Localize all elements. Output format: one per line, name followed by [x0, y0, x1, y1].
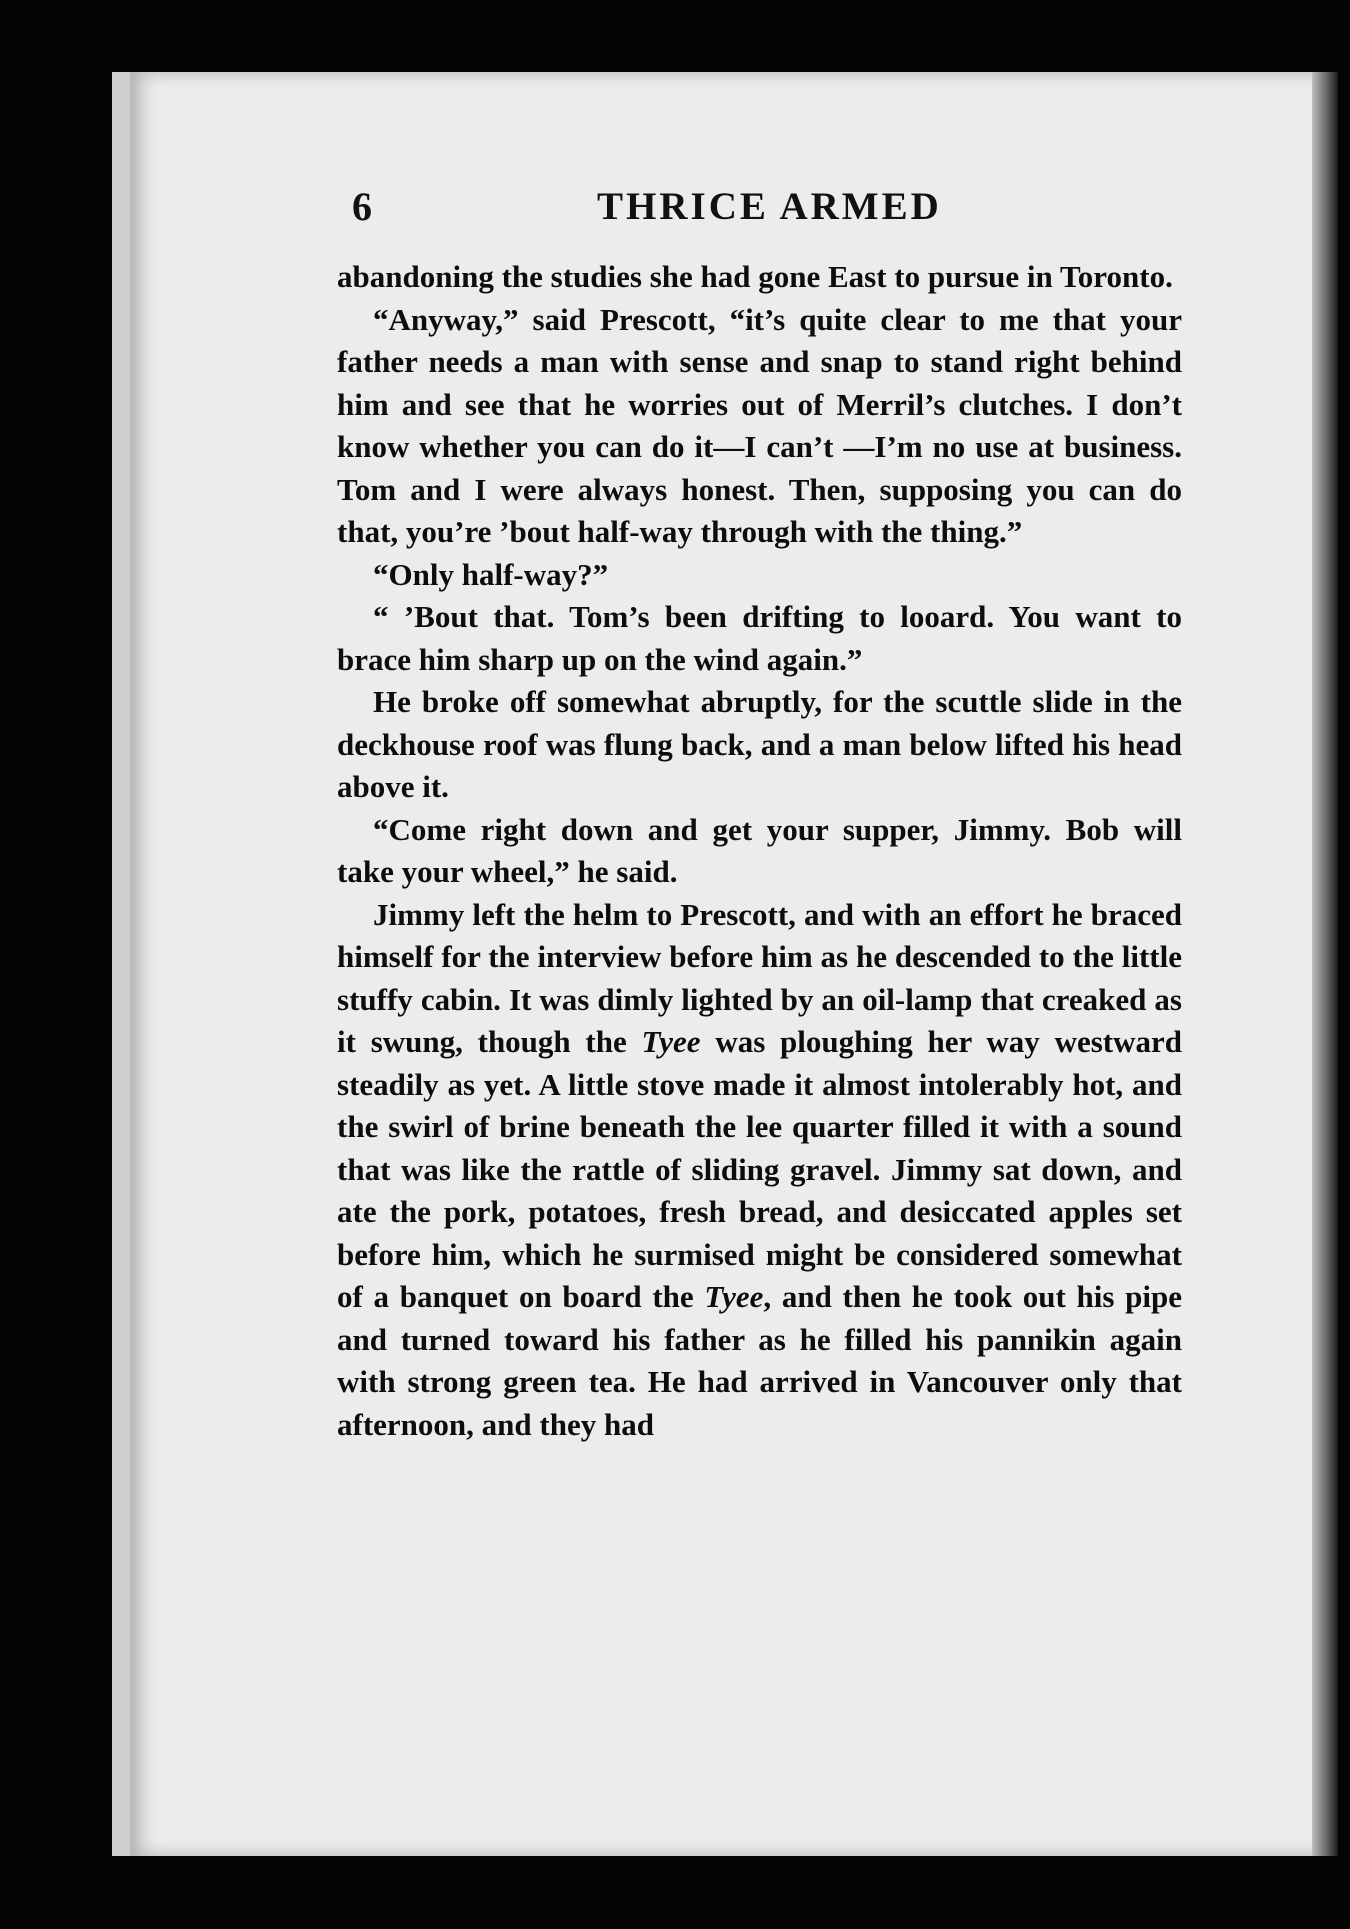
page-header: [220, 182, 1170, 232]
paragraph: [337, 554, 1182, 597]
running-title: THRICE ARMED: [597, 185, 942, 228]
text-segment: “Only half-way?”: [373, 556, 609, 592]
text-segment: was ploughing her way westward steadily as yet. A little stove made it almost intolerably hot, and the swirl of brine beneath the lee quarter filled it with a sound that was like the rattle of sliding gravel. Jimmy sat down, and ate the pork, potatoes, fresh bread, and desiccated apples set before him, which he surmised might be considered somewhat of a banquet on board the: [337, 1024, 1182, 1314]
ship-name-italic: Tyee: [641, 1024, 701, 1059]
paragraph: [337, 894, 1182, 1447]
text-segment: Jimmy left the helm to Prescott, and with an effort he braced himself for the interview before him as he descended to the little stuffy cabin. It was dimly lighted by an oil-lamp that creaked as it swung, though the: [337, 896, 1182, 1059]
page-number: 6: [352, 184, 372, 229]
paragraph: [337, 681, 1182, 809]
paragraph: [337, 299, 1182, 554]
body-text: [337, 256, 1182, 1446]
text-segment: “Come right down and get your supper, Jimmy. Bob will take your wheel,” he said.: [337, 811, 1182, 889]
paragraph: [337, 809, 1182, 894]
text-segment: “Anyway,” said Prescott, “it’s quite clear to me that your father needs a man with sense and snap to stand right behind him and see that he worries out of Merril’s clutches. I don’t know whether you can do it—I can’t —I’m no use at business. Tom and I were always honest. Then, supposing you can do that, you’re ’bout half-way through with the thing.”: [337, 301, 1182, 549]
ship-name-italic: Tyee: [704, 1279, 764, 1314]
text-segment: He broke off somewhat abruptly, for the scuttle slide in the deckhouse roof was flung back, and a man below lifted his head above it.: [337, 684, 1182, 804]
page-gutter-shadow: [1312, 72, 1338, 1856]
paragraph: [337, 596, 1182, 681]
text-segment: , and then he took out his pipe and turned toward his father as he filled his pannikin again with strong green tea. He had arrived in Vancouver only that afternoon, and they had: [337, 1279, 1182, 1442]
text-segment: abandoning the studies she had gone East to pursue in Toronto.: [337, 259, 1173, 294]
text-segment: “ ’Bout that. Tom’s been drifting to looard. You want to brace him sharp up on the wind again.”: [337, 599, 1182, 677]
paragraph: [337, 256, 1182, 299]
